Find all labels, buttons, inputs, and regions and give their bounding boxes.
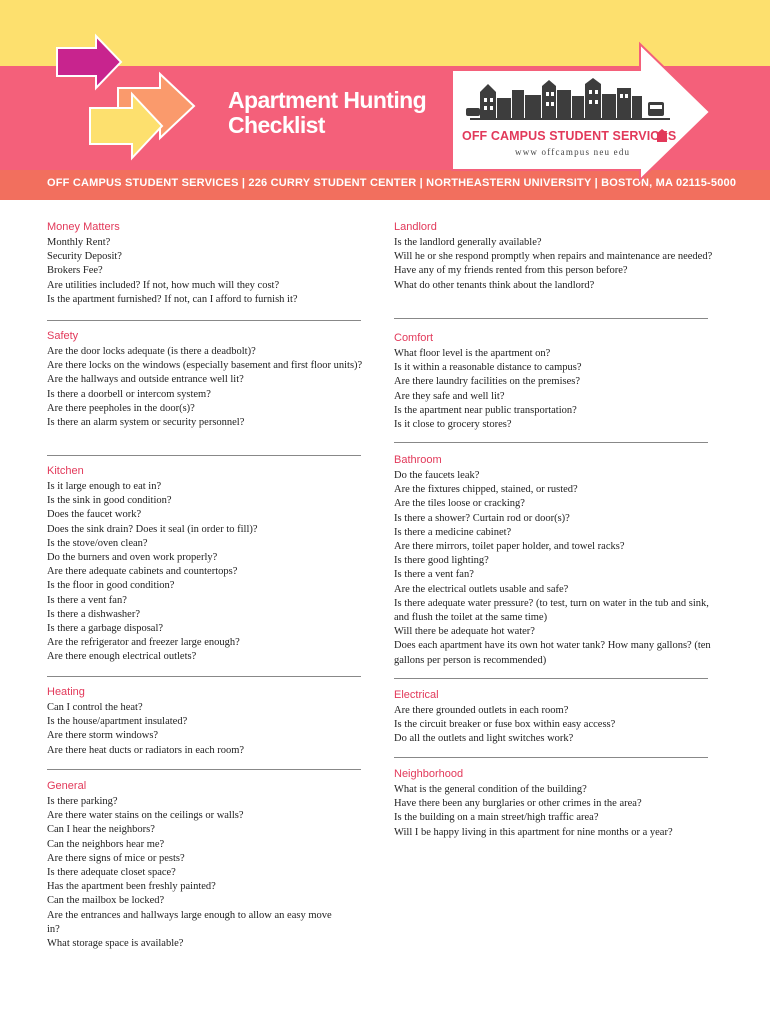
list-item: Is the apartment near public transportation? — [394, 404, 577, 416]
section-comfort — [394, 331, 714, 432]
section-kitchen — [47, 464, 367, 665]
list-item: Are utilities included? If not, how much will they cost? — [47, 279, 280, 291]
left-column-kitchen — [47, 464, 367, 665]
list-item: Does the sink drain? Does it seal (in order to fill)? — [47, 523, 258, 535]
list-item: Is there good lighting? — [394, 555, 489, 567]
right-column-electrical — [394, 688, 714, 747]
divider — [394, 757, 708, 758]
list-item: Are there heat ducts or radiators in each room? — [47, 744, 245, 756]
section-safety — [47, 329, 367, 430]
list-item: Have there been any burglaries or other crimes in the area? — [394, 798, 642, 810]
list-item: Has the apartment been freshly painted? — [47, 881, 216, 893]
right-column-neighborhood — [394, 767, 714, 840]
magenta-arrow-icon — [57, 36, 121, 88]
list-item: What do other tenants think about the landlord? — [394, 279, 595, 291]
list-item: Can I hear the neighbors? — [47, 824, 155, 836]
list-item: Are there locks on the windows (especially basement and first floor units)? — [47, 360, 363, 372]
list-item: Is there a shower? Curtain rod or door(s)? — [394, 512, 570, 524]
section-title: Bathroom — [394, 454, 442, 466]
list-item: Is the house/apartment insulated? — [47, 716, 188, 728]
title-line-2: Checklist — [228, 112, 325, 138]
list-item: Is it close to grocery stores? — [394, 419, 512, 431]
right-column-bathroom — [394, 453, 714, 668]
section-bathroom — [394, 453, 714, 668]
list-item: Is there parking? — [47, 796, 118, 807]
list-item: Is there a medicine cabinet? — [394, 526, 512, 538]
list-item: Are the tiles loose or cracking? — [394, 498, 525, 510]
list-item: Are there peepholes in the door(s)? — [47, 402, 195, 414]
list-item: Are there enough electrical outlets? — [47, 651, 197, 663]
list-item: Is the floor in good condition? — [47, 580, 175, 592]
section-general — [47, 779, 332, 951]
list-item: Is there a dishwasher? — [47, 608, 141, 620]
section-title: Comfort — [394, 332, 434, 344]
divider — [47, 676, 361, 677]
list-item: Are there grounded outlets in each room? — [394, 705, 569, 716]
list-item: Are there adequate cabinets and countertops? — [47, 566, 238, 578]
section-electrical — [394, 688, 714, 747]
list-item: Are the fixtures chipped, stained, or rusted? — [394, 484, 578, 496]
list-item: Is there adequate water pressure? (to test, turn on water in the tub and sink, and flush the toilet at the same time) — [394, 597, 709, 624]
list-item: Do the faucets leak? — [394, 470, 480, 481]
divider — [47, 455, 361, 456]
list-item: Will he or she respond promptly when repairs and maintenance are needed? — [394, 251, 713, 263]
list-item: Are there storm windows? — [47, 730, 159, 742]
list-item: What floor level is the apartment on? — [394, 348, 551, 359]
list-item: Is it large enough to eat in? — [47, 481, 162, 492]
divider — [47, 320, 361, 321]
list-item: Security Deposit? — [47, 251, 122, 263]
divider — [394, 318, 708, 319]
section-title: Landlord — [394, 221, 437, 233]
list-item: Are there mirrors, toilet paper holder, and towel racks? — [394, 541, 625, 553]
divider — [47, 769, 361, 770]
list-item: Monthly Rent? — [47, 237, 111, 248]
section-money-matters — [47, 220, 367, 307]
list-item: Is the circuit breaker or fuse box within easy access? — [394, 719, 616, 731]
list-item: Is the apartment furnished? If not, can I afford to furnish it? — [47, 293, 298, 305]
list-item: Is there a doorbell or intercom system? — [47, 388, 211, 400]
list-item: Are the electrical outlets usable and safe? — [394, 583, 569, 595]
list-item: Are the hallways and outside entrance well lit? — [47, 374, 244, 386]
section-title: Electrical — [394, 689, 439, 701]
list-item: Does the faucet work? — [47, 509, 142, 521]
list-item: Is there adequate closet space? — [47, 867, 176, 879]
list-item: Brokers Fee? — [47, 265, 103, 277]
list-item: Is there a garbage disposal? — [47, 623, 164, 635]
section-landlord — [394, 220, 714, 293]
list-item: Do all the outlets and light switches work? — [394, 733, 574, 745]
divider — [394, 678, 708, 679]
list-item: Is there a vent fan? — [394, 569, 474, 581]
page-title — [228, 88, 426, 138]
list-item: What is the general condition of the building? — [394, 784, 587, 795]
list-item: Are the entrances and hallways large enough to allow an easy move in? — [47, 909, 332, 935]
list-item: Are the refrigerator and freezer large enough? — [47, 637, 240, 649]
right-column-landlord — [394, 220, 714, 293]
left-column-heating — [47, 685, 367, 758]
list-item: Are there signs of mice or pests? — [47, 852, 185, 864]
list-item: Is the building on a main street/high traffic area? — [394, 812, 599, 824]
list-item: Is the landlord generally available? — [394, 237, 542, 248]
list-item: Can the mailbox be locked? — [47, 895, 165, 907]
list-item: Have any of my friends rented from this person before? — [394, 265, 628, 277]
list-item: Are there water stains on the ceilings or walls? — [47, 810, 244, 822]
list-item: Is there a vent fan? — [47, 594, 127, 606]
list-item: Can I control the heat? — [47, 702, 143, 713]
title-line-1: Apartment Hunting — [228, 87, 427, 113]
list-item: Is it within a reasonable distance to campus? — [394, 362, 582, 374]
left-column — [47, 220, 367, 307]
list-item: Will I be happy living in this apartment for nine months or a year? — [394, 826, 673, 838]
section-title: Safety — [47, 330, 79, 342]
list-item: Will there be adequate hot water? — [394, 626, 535, 638]
section-heating — [47, 685, 367, 758]
logo-name: OFF CAMPUS STUDENT SERVICES — [462, 129, 677, 143]
car-icon — [466, 108, 480, 116]
logo-url: www offcampus neu edu — [515, 147, 631, 157]
address-text: OFF CAMPUS STUDENT SERVICES | 226 CURRY STUDENT CENTER | NORTHEASTERN UNIVERSITY | BOSTON, MA 02115-5000 — [47, 177, 737, 189]
list-item: Can the neighbors hear me? — [47, 838, 165, 850]
list-item: What storage space is available? — [47, 938, 184, 950]
list-item: Do the burners and oven work properly? — [47, 552, 218, 564]
section-title: Neighborhood — [394, 768, 464, 780]
list-item: Is there an alarm system or security personnel? — [47, 417, 245, 429]
left-column-general — [47, 779, 332, 951]
section-title: Money Matters — [47, 221, 120, 233]
section-title: Heating — [47, 686, 85, 698]
divider — [394, 442, 708, 443]
list-item: Does each apartment have its own hot water tank? How many gallons? (ten gallons per person is recommended) — [394, 640, 711, 666]
list-item: Is the stove/oven clean? — [47, 537, 148, 549]
right-column-comfort — [394, 331, 714, 432]
list-item: Is the sink in good condition? — [47, 495, 172, 507]
list-item: Are there laundry facilities on the premises? — [394, 376, 581, 388]
list-item: Are the door locks adequate (is there a deadbolt)? — [47, 346, 256, 357]
section-title: General — [47, 780, 87, 792]
list-item: Are they safe and well lit? — [394, 390, 505, 402]
section-neighborhood — [394, 767, 714, 840]
left-column-safety — [47, 329, 367, 430]
section-title: Kitchen — [47, 465, 84, 477]
